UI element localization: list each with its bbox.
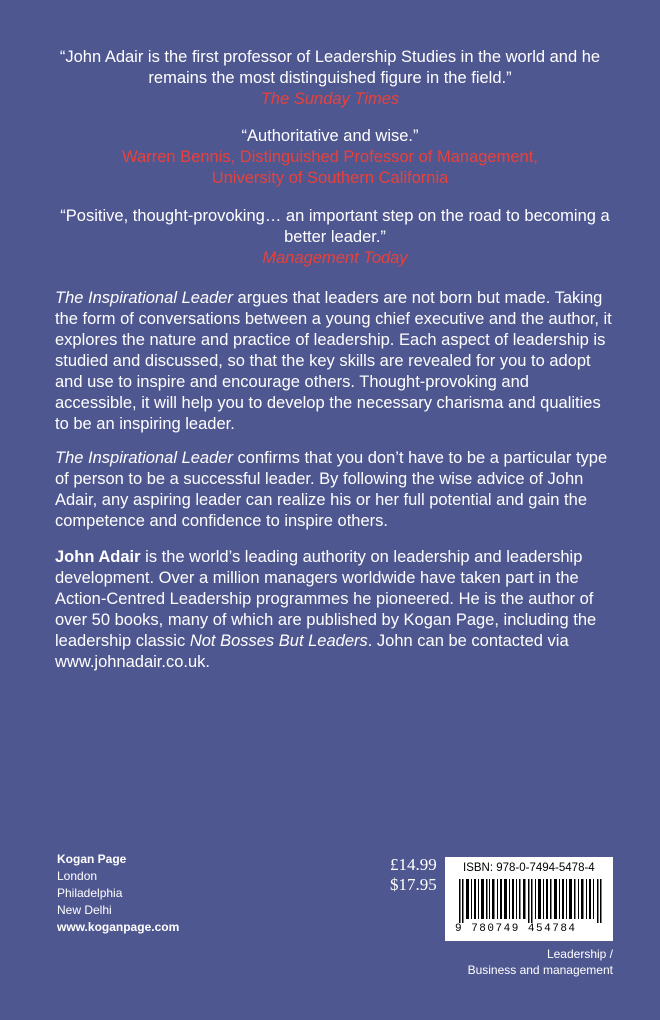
publisher-block bbox=[57, 851, 179, 936]
quote-text: “Authoritative and wise.” bbox=[241, 127, 419, 145]
barcode-digits: 9 780749 454784 bbox=[455, 923, 577, 935]
book-title: The Inspirational Leader bbox=[55, 449, 233, 467]
paragraph-text: argues that leaders are not born but made. Taking the form of conversations between a young chief executive and the author, it explores the nature and practice of leadership. Each aspect of leadership is studied and discussed, so that the key skills are revealed for you to adopt and use to inspire and encourage others. Thought-provoking and accessible, it will help you to develop the necessary charisma and qualities to be an inspiring leader. bbox=[55, 289, 612, 433]
isbn-text: ISBN: 978-0-7494-5478-4 bbox=[463, 862, 595, 874]
description-paragraph-2 bbox=[55, 448, 615, 532]
author-name: John Adair bbox=[55, 548, 141, 566]
quote-source: Warren Bennis, Distinguished Professor of Management, bbox=[122, 148, 538, 166]
price-usd: $17.95 bbox=[390, 875, 437, 894]
book-title: The Inspirational Leader bbox=[55, 289, 233, 307]
price-gbp: £14.99 bbox=[390, 855, 437, 874]
quote-text: “John Adair is the first professor of Leadership Studies in the world and he remains the most distinguished figure in the field.” bbox=[59, 48, 601, 87]
quote-source: University of Southern California bbox=[211, 169, 449, 187]
quote-sunday-times bbox=[40, 47, 620, 110]
publisher-city: Philadelphia bbox=[57, 886, 123, 900]
quote-source: Management Today bbox=[262, 249, 408, 267]
category-line: Business and management bbox=[467, 963, 613, 977]
bio-text: is the world’s leading authority on leadership and leadership development. Over a million managers worldwide have taken part in the Action-Centred Leadership programmes he pioneered. He is the author of over 50 books, many of which are published by Kogan Page, including the leadership classic bbox=[55, 548, 597, 650]
quote-warren-bennis bbox=[40, 126, 620, 189]
barcode bbox=[445, 857, 613, 941]
category-label bbox=[445, 946, 613, 978]
publisher-city: New Delhi bbox=[57, 903, 112, 917]
bio-text: . John can be contacted via www.johnadair.co.uk. bbox=[55, 632, 569, 671]
quote-management-today bbox=[55, 206, 615, 269]
quote-source: The Sunday Times bbox=[260, 90, 400, 108]
book-reference: Not Bosses But Leaders bbox=[189, 632, 368, 650]
author-bio bbox=[55, 547, 615, 673]
publisher-name: Kogan Page bbox=[57, 852, 127, 866]
publisher-city: London bbox=[57, 869, 98, 883]
paragraph-text: confirms that you don’t have to be a particular type of person to be a successful leader. By following the wise advice of John Adair, any aspiring leader can realize his or her full potential and gain the competence and confidence to inspire others. bbox=[55, 449, 608, 530]
barcode-bars bbox=[457, 879, 605, 923]
publisher-website: www.koganpage.com bbox=[57, 920, 180, 934]
description-paragraph-1 bbox=[55, 288, 615, 435]
prices bbox=[390, 855, 437, 895]
quote-text: “Positive, thought-provoking… an important step on the road to becoming a better leader.” bbox=[60, 207, 610, 246]
category-line: Leadership / bbox=[546, 947, 613, 961]
